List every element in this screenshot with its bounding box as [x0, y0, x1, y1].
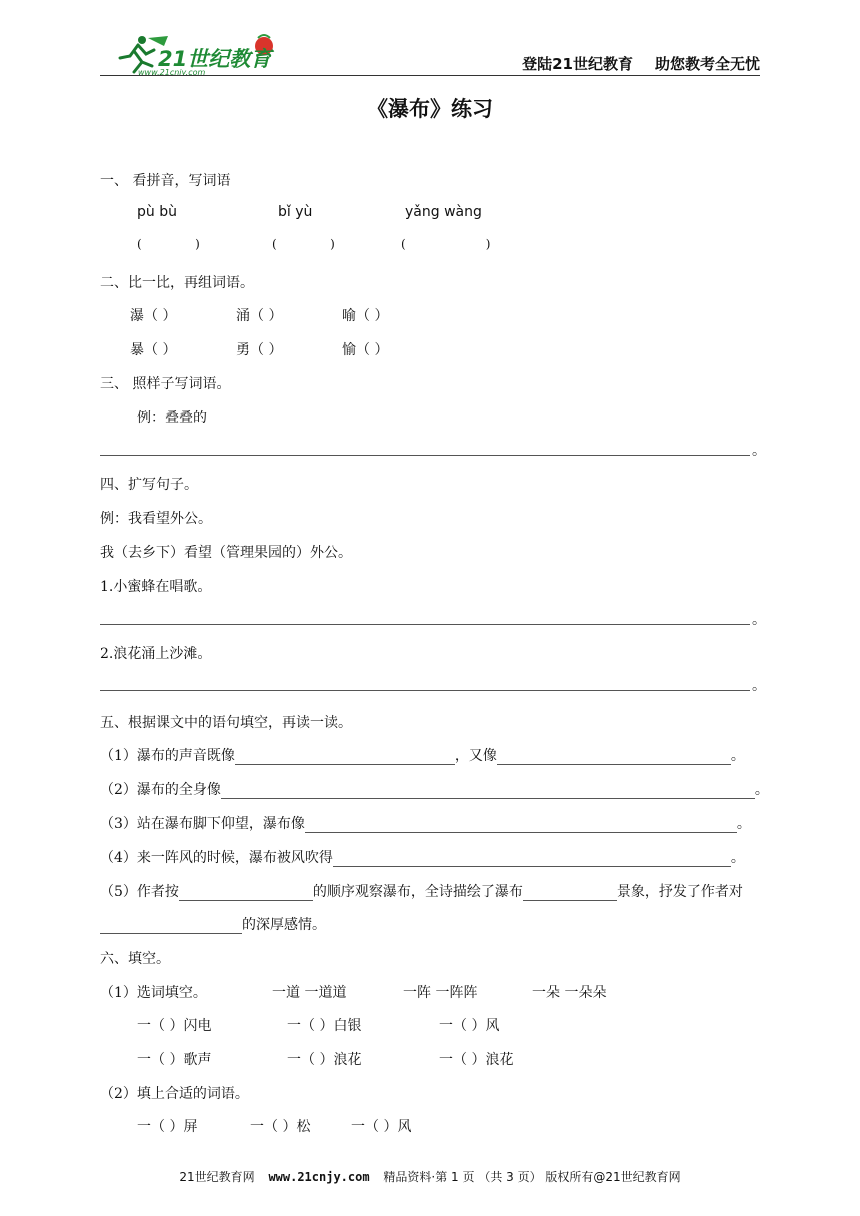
fill-question-4: （4）来一阵风的时候，瀑布被风吹得 。	[100, 850, 745, 866]
section-4-example-1: 例：我看望外公。	[100, 511, 212, 527]
blank-input[interactable]	[235, 750, 455, 765]
pinyin-2: bǐ yù	[278, 204, 313, 220]
blank-input[interactable]	[523, 886, 617, 901]
fill-item[interactable]: 一（ ）闪电	[137, 1018, 212, 1034]
fill-item[interactable]: 一（ ）风	[351, 1119, 412, 1135]
header-login-text: 登陆21世纪教育	[522, 55, 633, 73]
word-choice: 一阵 一阵阵	[403, 985, 478, 1001]
fill-item[interactable]: 一（ ）屏	[137, 1119, 198, 1135]
sub-question-1: （1）选词填空。	[100, 985, 207, 1001]
answer-line[interactable]	[100, 455, 750, 456]
section-3-example: 例：叠叠的	[137, 410, 207, 426]
fill-item[interactable]: 一（ ）松	[250, 1119, 311, 1135]
compare-item: 涌（ ）	[236, 308, 283, 324]
period: 。	[752, 612, 766, 628]
logo-url: www.21cnjy.com	[138, 68, 206, 76]
answer-box-3[interactable]: ( )	[401, 237, 491, 251]
section-6-heading: 六、填空。	[100, 951, 170, 967]
blank-input[interactable]	[100, 919, 242, 934]
footer-site: 21世纪教育网	[179, 1170, 255, 1184]
fill-item[interactable]: 一（ ）白银	[287, 1018, 362, 1034]
blank-input[interactable]	[497, 750, 731, 765]
compare-item: 暴（ ）	[130, 342, 177, 358]
section-2-heading: 二、比一比，再组词语。	[100, 275, 254, 291]
section-4-heading: 四、扩写句子。	[100, 477, 198, 493]
section-4-question-1: 1.小蜜蜂在唱歌。	[100, 579, 212, 595]
header-motto-text: 助您教考全无忧	[654, 55, 760, 73]
fill-question-3: （3）站在瀑布脚下仰望，瀑布像 。	[100, 816, 751, 832]
fill-item[interactable]: 一（ ）浪花	[287, 1052, 362, 1068]
compare-item: 喻（ ）	[342, 308, 389, 324]
section-3-heading: 三、 照样子写词语。	[100, 376, 231, 392]
fill-item[interactable]: 一（ ）歌声	[137, 1052, 212, 1068]
word-choice: 一道 一道道	[272, 985, 347, 1001]
period: 。	[752, 678, 766, 694]
pinyin-1: pù bù	[137, 204, 177, 220]
answer-box-2[interactable]: ( )	[272, 237, 335, 251]
compare-item: 勇（ ）	[236, 342, 283, 358]
period: 。	[752, 443, 766, 459]
answer-line[interactable]	[100, 690, 750, 691]
blank-input[interactable]	[221, 784, 755, 799]
section-1-heading: 一、 看拼音，写词语	[100, 173, 231, 189]
sub-question-2: （2）填上合适的词语。	[100, 1086, 249, 1102]
section-4-example-2: 我（去乡下）看望（管理果园的）外公。	[100, 545, 352, 561]
fill-question-2: （2）瀑布的全身像 。	[100, 782, 769, 798]
pinyin-3: yǎng wàng	[405, 204, 482, 220]
fill-question-5-cont: 的深厚感情。	[100, 914, 326, 934]
answer-line[interactable]	[100, 624, 750, 625]
blank-input[interactable]	[305, 818, 737, 833]
footer-copyright: 精品资料·第 1 页 （共 3 页） 版权所有@21世纪教育网	[383, 1170, 681, 1184]
header-divider	[100, 75, 760, 76]
answer-box-1[interactable]: ( )	[137, 237, 200, 251]
blank-input[interactable]	[333, 852, 731, 867]
site-logo	[108, 32, 283, 76]
fill-item[interactable]: 一（ ）浪花	[439, 1052, 514, 1068]
page-footer	[0, 1168, 860, 1185]
page-title: 《瀑布》练习	[367, 96, 493, 121]
fill-question-5: （5）作者按 的顺序观察瀑布，全诗描绘了瀑布 景象，抒发了作者对	[100, 884, 743, 900]
blank-input[interactable]	[179, 886, 313, 901]
compare-item: 愉（ ）	[342, 342, 389, 358]
header-slogan	[522, 53, 760, 74]
word-choice: 一朵 一朵朵	[532, 985, 607, 1001]
fill-question-1: （1）瀑布的声音既像 ，又像 。	[100, 748, 745, 764]
section-4-question-2: 2.浪花涌上沙滩。	[100, 646, 212, 662]
compare-item: 瀑（ ）	[130, 308, 177, 324]
logo-text: 21世纪教育	[158, 47, 272, 71]
fill-item[interactable]: 一（ ）风	[439, 1018, 500, 1034]
section-5-heading: 五、根据课文中的语句填空，再读一读。	[100, 715, 352, 731]
footer-url[interactable]: www.21cnjy.com	[268, 1170, 370, 1184]
